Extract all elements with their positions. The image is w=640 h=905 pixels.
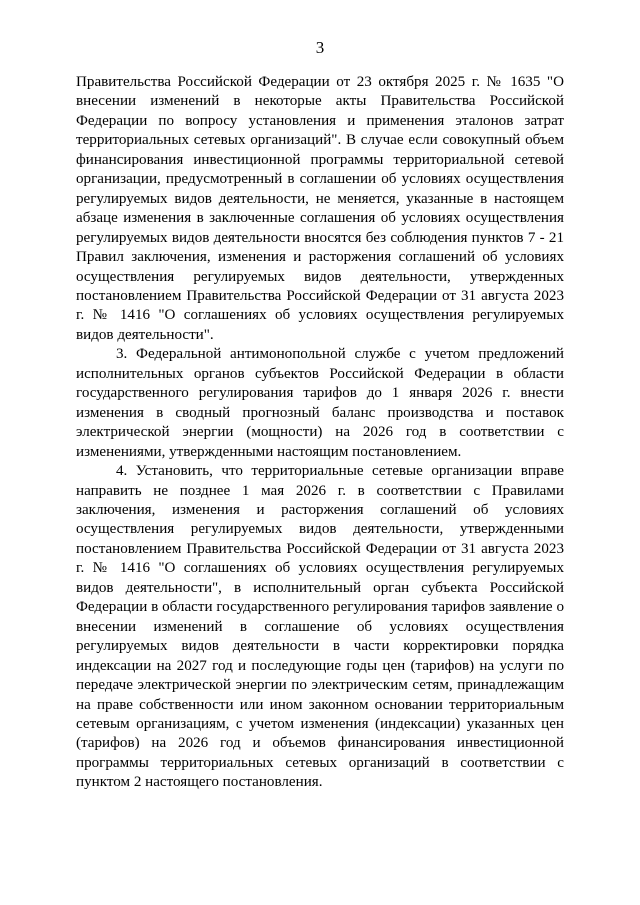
document-body xyxy=(76,73,564,793)
paragraph-item-3: 3. Федеральной антимонопольной службе с учетом предложений исполнительных органов субъектов Российской Федерации в области государственного регулирования тарифов до 1 января 2026 г. внести изменения в сводный прогнозный баланс производства и поставок электрической энергии (мощности) на 2026 год в соответствии с изменениями, утвержденными настоящим постановлением. xyxy=(76,346,564,460)
paragraph-item-4: 4. Установить, что территориальные сетевые организации вправе направить не позднее 1 мая 2026 г. в соответствии с Правилами заключения, изменения и расторжения соглашений об условиях осуществления регулируемых видов деятельности, утвержденными постановлением Правительства Российской Федерации от 31 августа 2023 г. № 1416 "О соглашениях об условиях осуществления регулируемых видов деятельности", в исполнительный орган субъекта Российской Федерации в области государственного регулирования тарифов заявление о внесении изменений в соглашение об условиях осуществления регулируемых видов деятельности в части корректировки порядка индексации на 2027 год и последующие годы цен (тарифов) на услуги по передаче электрической энергии по электрическим сетям, принадлежащим на праве собственности или ином законном основании территориальным сетевым организациям, с учетом изменения (индексации) указанных цен (тарифов) на 2026 год и объемов финансирования инвестиционной программы территориальных сетевых организаций в соответствии с пунктом 2 настоящего постановления. xyxy=(76,463,564,791)
paragraph-continuation: Правительства Российской Федерации от 23 октября 2025 г. № 1635 "О внесении изменений в некоторые акты Правительства Российской Федерации по вопросу установления и применения эталонов затрат территориальных сетевых организаций". В случае если совокупный объем финансирования инвестиционной программы территориальной сетевой организации, предусмотренный в соглашении об условиях осуществления регулируемых видов деятельности, не меняется, указанные в настоящем абзаце изменения в заключенные соглашения об условиях осуществления регулируемых видов деятельности вносятся без соблюдения пунктов 7 - 21 Правил заключения, изменения и расторжения соглашений об условиях осуществления регулируемых видов деятельности, утвержденных постановлением Правительства Российской Федерации от 31 августа 2023 г. № 1416 "О соглашениях об условиях осуществления регулируемых видов деятельности". xyxy=(76,74,564,343)
page-number: 3 xyxy=(315,38,325,57)
